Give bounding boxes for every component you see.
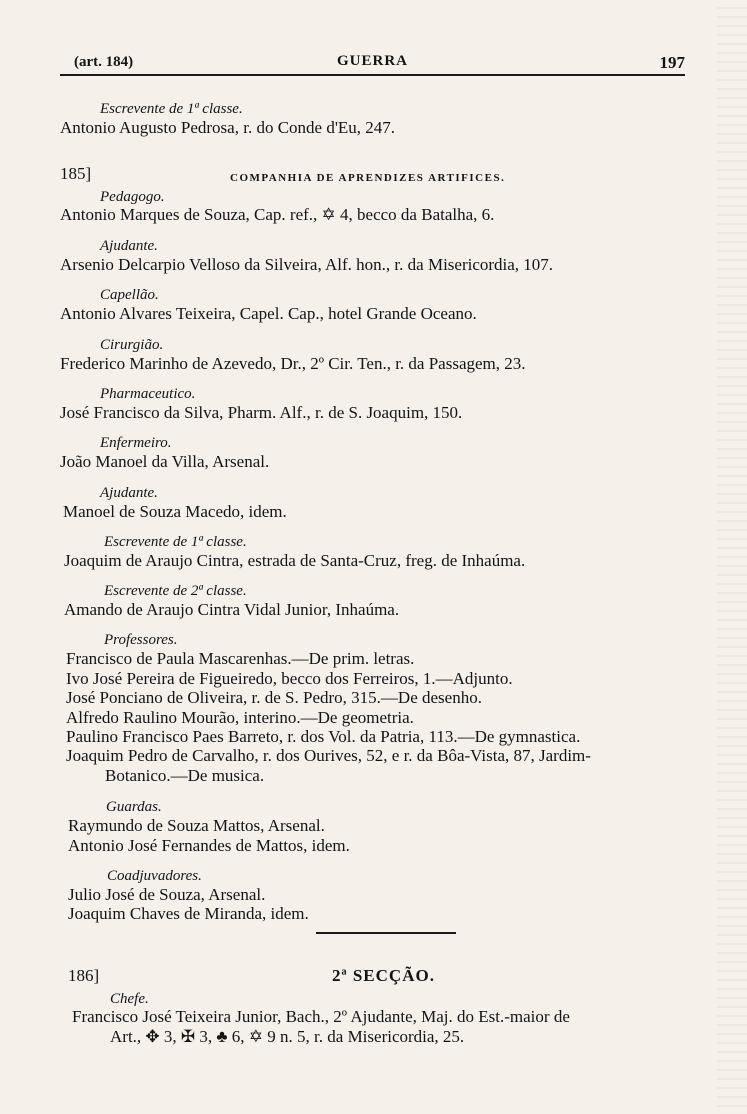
entry-line: Antonio Marques de Souza, Cap. ref., ✡ 4, becco da Batalha, 6.: [60, 205, 495, 224]
section-divider: [316, 932, 456, 934]
entry-line: José Ponciano de Oliveira, r. de S. Pedro, 315.—De desenho.: [66, 688, 482, 707]
role-heading: Capellão.: [100, 287, 159, 303]
entry-line: Antonio José Fernandes de Mattos, idem.: [68, 836, 350, 855]
entry-line: Frederico Marinho de Azevedo, Dr., 2º Cir. Ten., r. da Passagem, 23.: [60, 354, 526, 373]
page-number: 197: [659, 53, 685, 72]
role-heading: Chefe.: [110, 991, 149, 1007]
section-number: 186]: [68, 966, 100, 985]
entry-line: Antonio Augusto Pedrosa, r. do Conde d'Eu, 247.: [60, 118, 396, 137]
entry-line: Botanico.—De musica.: [105, 766, 265, 785]
entry-line: João Manoel da Villa, Arsenal.: [60, 452, 270, 471]
entry-line: Alfredo Raulino Mourão, interino.—De geometria.: [66, 708, 414, 727]
section-title: COMPANHIA DE APRENDIZES ARTIFICES.: [230, 172, 506, 184]
entry-line: Joaquim Pedro de Carvalho, r. dos Ourives, 52, e r. da Bôa-Vista, 87, Jardim-: [66, 746, 591, 765]
role-heading: Escrevente de 1ª classe.: [104, 534, 247, 550]
entry-line: Joaquim Chaves de Miranda, idem.: [68, 904, 309, 923]
entry-line: Julio José de Souza, Arsenal.: [68, 885, 266, 904]
section-number: 185]: [60, 164, 92, 183]
entry-line: Manoel de Souza Macedo, idem.: [63, 502, 287, 521]
role-heading: Escrevente de 2ª classe.: [104, 583, 247, 599]
entry-line: Ivo José Pereira de Figueiredo, becco dos Ferreiros, 1.—Adjunto.: [66, 669, 513, 688]
entry-line: Arsenio Delcarpio Velloso da Silveira, Alf. hon., r. da Misericordia, 107.: [60, 255, 554, 274]
entry-line: Paulino Francisco Paes Barreto, r. dos Vol. da Patria, 113.—De gymnastica.: [66, 727, 581, 746]
role-heading: Enfermeiro.: [100, 435, 172, 451]
role-heading: Guardas.: [106, 799, 162, 815]
entry-line: Amando de Araujo Cintra Vidal Junior, Inhaúma.: [64, 600, 400, 619]
entry-line: Francisco José Teixeira Junior, Bach., 2º Ajudante, Maj. do Est.-maior de: [72, 1007, 570, 1026]
header-title: GUERRA: [336, 53, 408, 69]
entry-line: Antonio Alvares Teixeira, Capel. Cap., hotel Grande Oceano.: [60, 304, 477, 323]
header-article-ref: (art. 184): [74, 54, 134, 70]
entry-line: Joaquim de Araujo Cintra, estrada de Santa-Cruz, freg. de Inhaúma.: [64, 551, 526, 570]
role-heading: Escrevente de 1ª classe.: [100, 101, 243, 117]
page-header: [60, 52, 685, 76]
role-heading: Coadjuvadores.: [107, 868, 202, 884]
entry-line: Art., ✥ 3, ✠ 3, ♣ 6, ✡ 9 n. 5, r. da Misericordia, 25.: [110, 1027, 465, 1046]
role-heading: Ajudante.: [100, 238, 158, 254]
role-heading: Pedagogo.: [100, 189, 165, 205]
entry-line: Francisco de Paula Mascarenhas.—De prim. letras.: [66, 649, 415, 668]
role-heading: Professores.: [104, 632, 178, 648]
entry-line: Raymundo de Souza Mattos, Arsenal.: [68, 816, 325, 835]
role-heading: Cirurgião.: [100, 337, 164, 353]
role-heading: Pharmaceutico.: [100, 386, 196, 402]
entry-line: José Francisco da Silva, Pharm. Alf., r. de S. Joaquim, 150.: [60, 403, 463, 422]
role-heading: Ajudante.: [100, 485, 158, 501]
section-title: 2ª SECÇÃO.: [332, 966, 435, 985]
scan-edge-artifact: [717, 0, 747, 1114]
